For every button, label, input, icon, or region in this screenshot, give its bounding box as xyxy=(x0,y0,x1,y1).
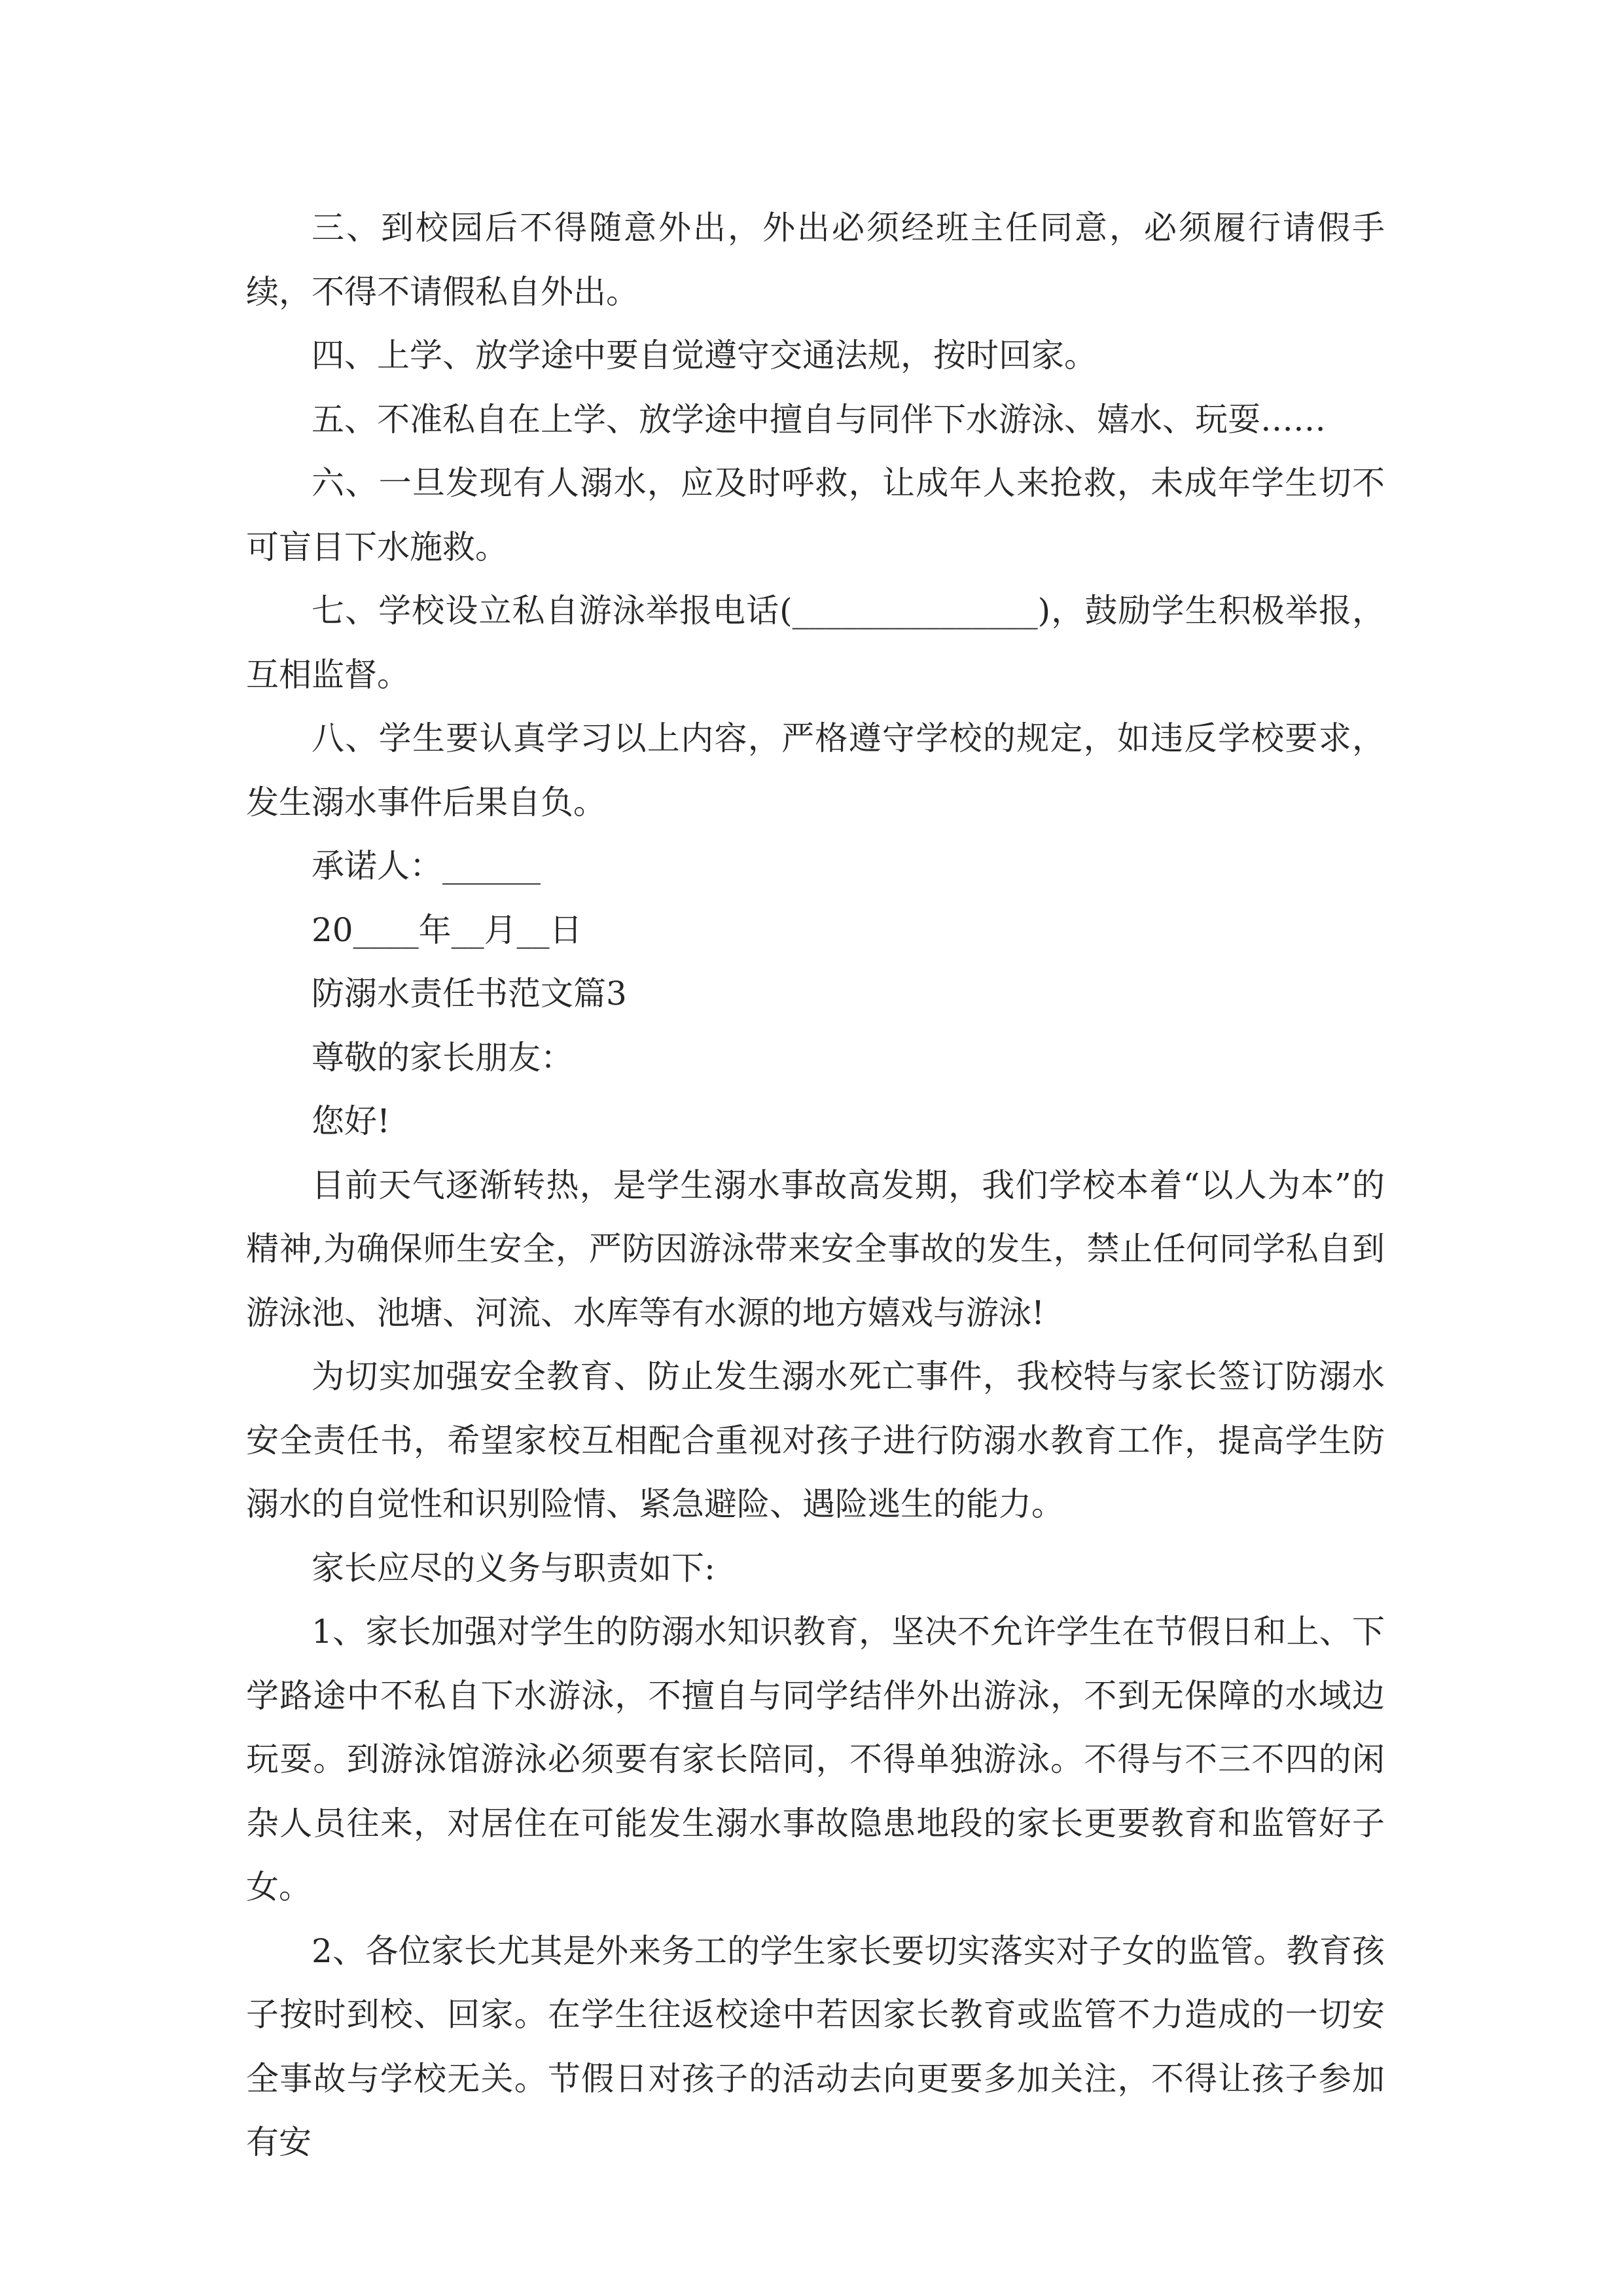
paragraph-purpose: 为切实加强安全教育、防止发生溺水死亡事件，我校特与家长签订防溺水安全责任书，希望家校互相配合重视对孩子进行防溺水教育工作，提高学生防溺水的自觉性和识别险情、紧急避险、遇险逃生的能力。 xyxy=(246,1357,1385,1523)
paragraph-rule-8: 八、学生要认真学习以上内容，严格遵守学校的规定，如违反学校要求，发生溺水事件后果自负。 xyxy=(246,719,1385,821)
paragraph-rule-4: 四、上学、放学途中要自觉遵守交通法规，按时回家。 xyxy=(312,336,1097,374)
date-line: 20____年__月__日 xyxy=(312,910,582,949)
paragraph-intro: 目前天气逐渐转热，是学生溺水事故高发期，我们学校本着“以人为本”的精神,为确保师生安全，严防因游泳带来安全事故的发生，禁止任何同学私自到游泳池、池塘、河流、水库等有水源的地方嬉戏与游泳! xyxy=(246,1166,1385,1332)
paragraph-rule-3: 三、到校园后不得随意外出，外出必须经班主任同意，必须履行请假手续，不得不请假私自外出。 xyxy=(246,209,1385,311)
salutation: 尊敬的家长朋友： xyxy=(312,1038,573,1077)
document-body xyxy=(246,196,1385,2175)
paragraph-rule-5: 五、不准私自在上学、放学途中擅自与同伴下水游泳、嬉水、玩耍…… xyxy=(312,400,1326,439)
paragraph-duty-1: 1、家长加强对学生的防溺水知识教育，坚决不允许学生在节假日和上、下学路途中不私自下水游泳，不擅自与同学结伴外出游泳，不到无保障的水域边玩耍。到游泳馆游泳必须要有家长陪同，不得单独游泳。不得与不三不四的闲杂人员往来，对居住在可能发生溺水事故隐患地段的家长更要教育和监管好子女。 xyxy=(246,1613,1385,1906)
greeting: 您好! xyxy=(312,1102,391,1140)
duties-heading: 家长应尽的义务与职责如下: xyxy=(312,1549,715,1587)
paragraph-rule-7: 七、学校设立私自游泳举报电话(_______________)，鼓励学生积极举报，互相监督。 xyxy=(246,592,1385,694)
signature-line: 承诺人：______ xyxy=(312,847,541,885)
paragraph-duty-2: 2、各位家长尤其是外来务工的学生家长要切实落实对子女的监管。教育孩子按时到校、回家。在学生往返校途中若因家长教育或监管不力造成的一切安全事故与学校无关。节假日对孩子的活动去向更要多加关注，不得让孩子参加有安 xyxy=(246,1931,1385,2161)
paragraph-rule-6: 六、一旦发现有人溺水，应及时呼救，让成年人来抢救，未成年学生切不可盲目下水施救。 xyxy=(246,464,1385,566)
section-title: 防溺水责任书范文篇3 xyxy=(312,975,627,1013)
